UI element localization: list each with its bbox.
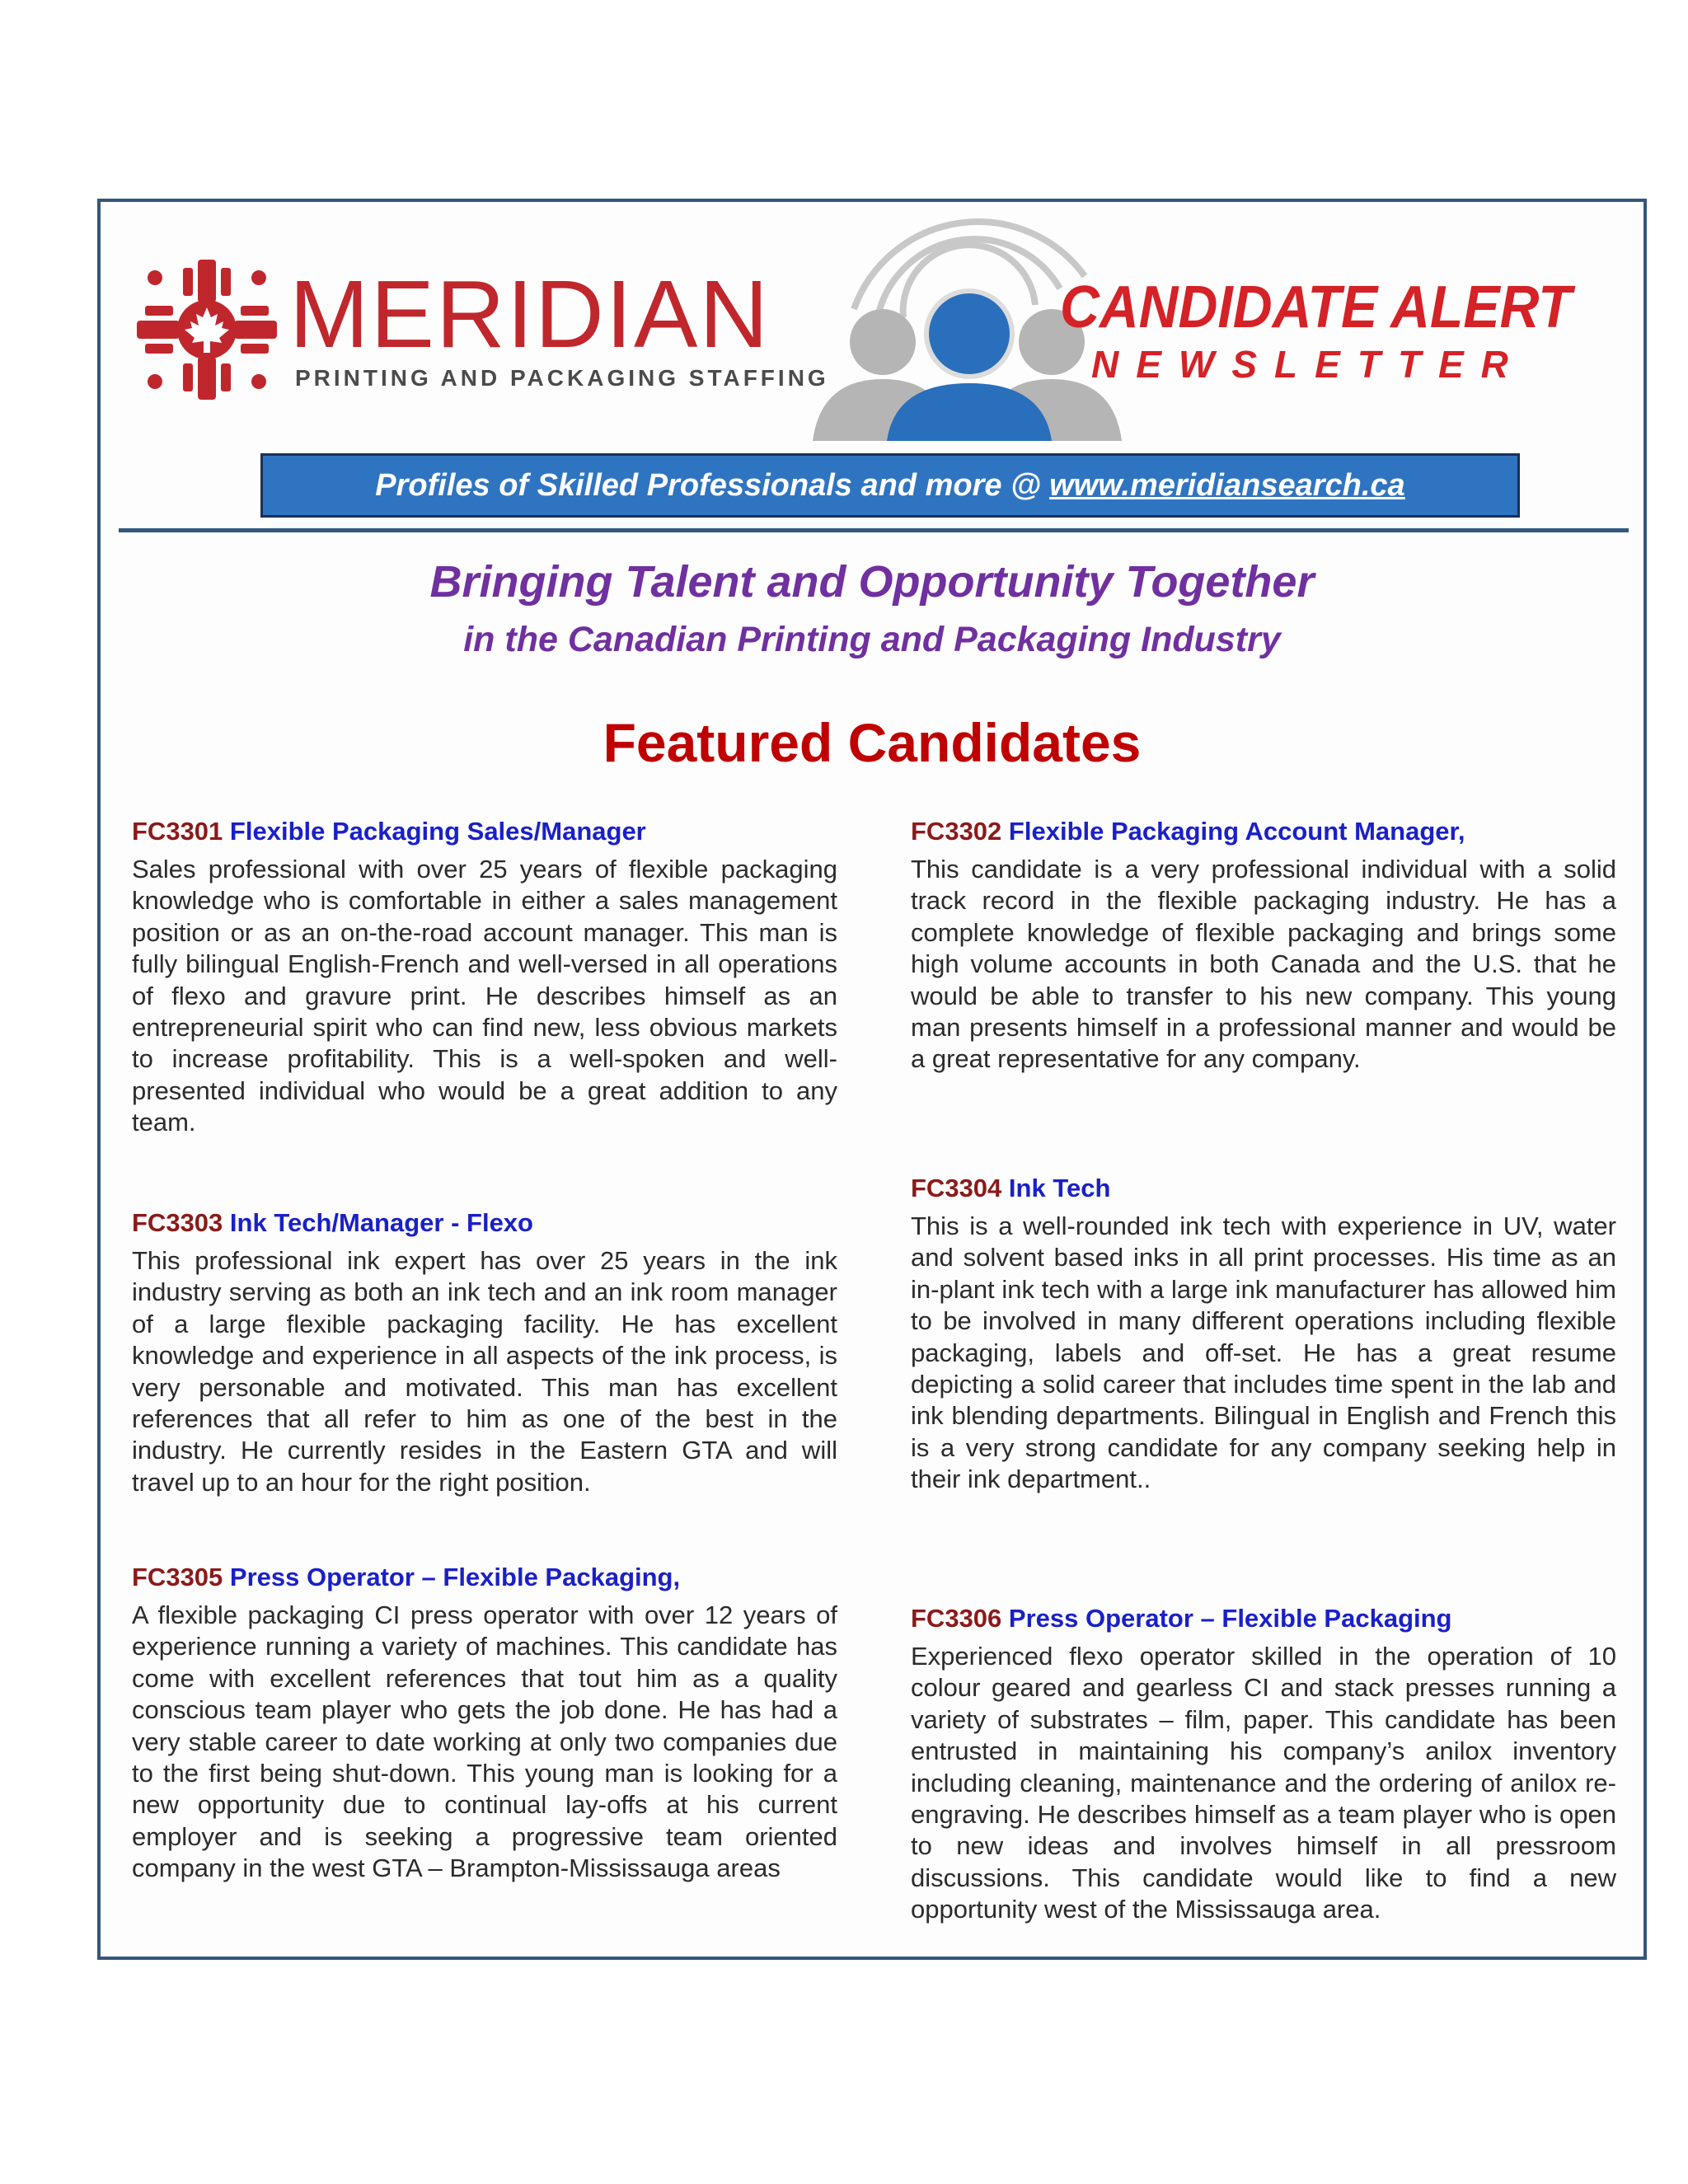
candidate-title: Ink Tech/Manager - Flexo	[229, 1208, 533, 1237]
candidate-code: FC3302	[911, 817, 1002, 846]
website-link[interactable]: www.meridiansearch.ca	[1049, 467, 1405, 503]
candidate-code: FC3301	[132, 817, 223, 846]
newsletter-frame	[97, 199, 1647, 1960]
newsletter-label: NEWSLETTER	[1091, 343, 1526, 386]
candidate-description: Sales professional with over 25 years of flexible packaging knowledge who is comfortable in either a sales management position or as an on-the-road account manager. This man is fully bilingual English-French and well-versed in all operations of flexo and gravure print. He describes himself as an entrepreneurial spirit who can find new, less obvious markets to increase profitability. This is a well-spoken and well-presented individual who would be a great addition to any team.	[132, 855, 837, 1137]
candidate-alert-title: CANDIDATE ALERT	[1060, 274, 1572, 340]
candidate-card	[132, 1562, 837, 1885]
candidate-title: Flexible Packaging Account Manager,	[1008, 817, 1465, 846]
candidate-card	[911, 1173, 1616, 1496]
candidate-title-trail: ,	[673, 1563, 681, 1591]
banner-text: Profiles of Skilled Professionals and more @	[375, 467, 1042, 503]
featured-candidates-heading: Featured Candidates	[603, 712, 1142, 773]
candidate-title: Press Operator – Flexible Packaging	[229, 1563, 673, 1591]
candidate-title: Flexible Packaging Sales/Manager	[229, 817, 646, 846]
candidate-title: Ink Tech	[1008, 1174, 1111, 1202]
candidate-description: This is a well-rounded ink tech with experience in UV, water and solvent based inks in all print processes. His time as an in-plant ink tech with a large ink manufacturer has allowed him to be involved in many different operations including flexible packaging, labels and off-set. He has a great resume depicting a solid career that includes time spent in the lab and ink blending departments. Bilingual in English and French this is a very strong candidate for any company seeking help in their ink department..	[911, 1212, 1616, 1494]
candidate-description: Experienced flexo operator skilled in the operation of 10 colour geared and gearless CI and stack presses running a variety of substrates – film, paper. This candidate has been entrusted in maintaining his company’s anilox inventory including cleaning, maintenance and the ordering of anilox re-engraving. He describes himself as a team player who is open to new ideas and involves himself in all pressroom discussions. This candidate would like to find a new opportunity west of the Mississauga area.	[911, 1642, 1616, 1924]
profiles-banner	[260, 453, 1520, 518]
candidate-card	[132, 816, 837, 1139]
candidate-code: FC3304	[911, 1174, 1002, 1202]
candidate-code: FC3306	[911, 1604, 1002, 1633]
meridian-tagline: PRINTING AND PACKAGING STAFFING	[295, 365, 829, 391]
candidate-card	[911, 816, 1616, 1076]
candidate-description: This professional ink expert has over 25 years in the ink industry serving as both an ink tech and an ink room manager of a large flexible packaging facility. He has excellent knowledge and experience in all aspects of the ink process, is very personable and motivated. This man has excellent references that all refer to him as one of the best in the industry. He currently resides in the Eastern GTA and will travel up to an hour for the right position.	[132, 1246, 837, 1497]
candidate-title: Press Operator – Flexible Packaging	[1008, 1604, 1452, 1633]
candidate-heading	[132, 1562, 837, 1593]
meridian-logo-icon	[137, 260, 277, 400]
meridian-wordmark: MERIDIAN	[289, 260, 771, 368]
newsletter-header	[120, 218, 1630, 523]
tagline-line-1: Bringing Talent and Opportunity Together	[429, 557, 1315, 607]
candidate-code: FC3305	[132, 1563, 223, 1591]
candidate-heading	[911, 1173, 1616, 1204]
candidate-heading	[911, 1603, 1616, 1634]
candidate-card	[132, 1207, 837, 1498]
tagline-line-2: in the Canadian Printing and Packaging Industry	[463, 620, 1281, 659]
candidate-card	[911, 1603, 1616, 1926]
candidate-heading	[132, 816, 837, 847]
candidate-heading	[911, 816, 1616, 847]
candidate-description: A flexible packaging CI press operator with over 12 years of experience running a variety of machines. This candidate has come with excellent references that tout him as a quality conscious team player who gets the job done. He has had a very stable career to date working at only two companies due to the first being shut-down. This young man is looking for a new opportunity due to continual lay-offs at his current employer and is seeking a progressive team oriented company in the west GTA – Brampton-Mississauga areas	[132, 1601, 837, 1883]
candidate-code: FC3303	[132, 1208, 223, 1237]
header-divider	[119, 528, 1629, 532]
candidate-description: This candidate is a very professional individual with a solid track record in the flexible packaging industry. He has a complete knowledge of flexible packaging and brings some high volume accounts in both Canada and the U.S. that he would be able to transfer to his new company. This young man presents himself in a professional manner and would be a great representative for any company.	[911, 855, 1616, 1074]
candidate-heading	[132, 1207, 837, 1239]
